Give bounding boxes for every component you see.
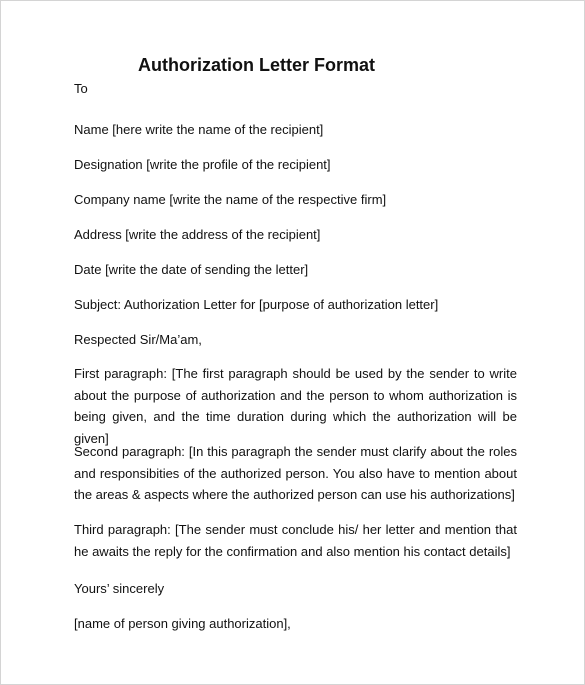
salutation-line: Respected Sir/Ma’am, (74, 332, 202, 347)
recipient-to-line: To (74, 81, 88, 96)
recipient-company-line: Company name [write the name of the respective firm] (74, 192, 387, 207)
page-title: Authorization Letter Format (138, 55, 375, 75)
recipient-address-line: Address [write the address of the recipient] (74, 227, 321, 242)
signature-line: [name of person giving authorization], (74, 616, 291, 631)
first-paragraph: First paragraph: [The first paragraph should be used by the sender to write about the purpose of authorization and the person to whom authorization is being given, and the time duration during which the authorization will be given] (74, 366, 517, 446)
closing-line: Yours’ sincerely (74, 581, 165, 596)
subject-line: Subject: Authorization Letter for [purpose of authorization letter] (74, 297, 439, 312)
recipient-designation-line: Designation [write the profile of the recipient] (74, 157, 331, 172)
letter-date-line: Date [write the date of sending the letter] (74, 262, 309, 277)
recipient-name-line: Name [here write the name of the recipient] (74, 122, 324, 137)
second-paragraph: Second paragraph: [In this paragraph the sender must clarify about the roles and responsibities of the authorized person. You also have to mention about the areas & aspects where the authorized person can use his authorizations] (74, 444, 517, 502)
third-paragraph: Third paragraph: [The sender must conclude his/ her letter and mention that he awaits the reply for the confirmation and also mention his contact details] (74, 522, 517, 559)
